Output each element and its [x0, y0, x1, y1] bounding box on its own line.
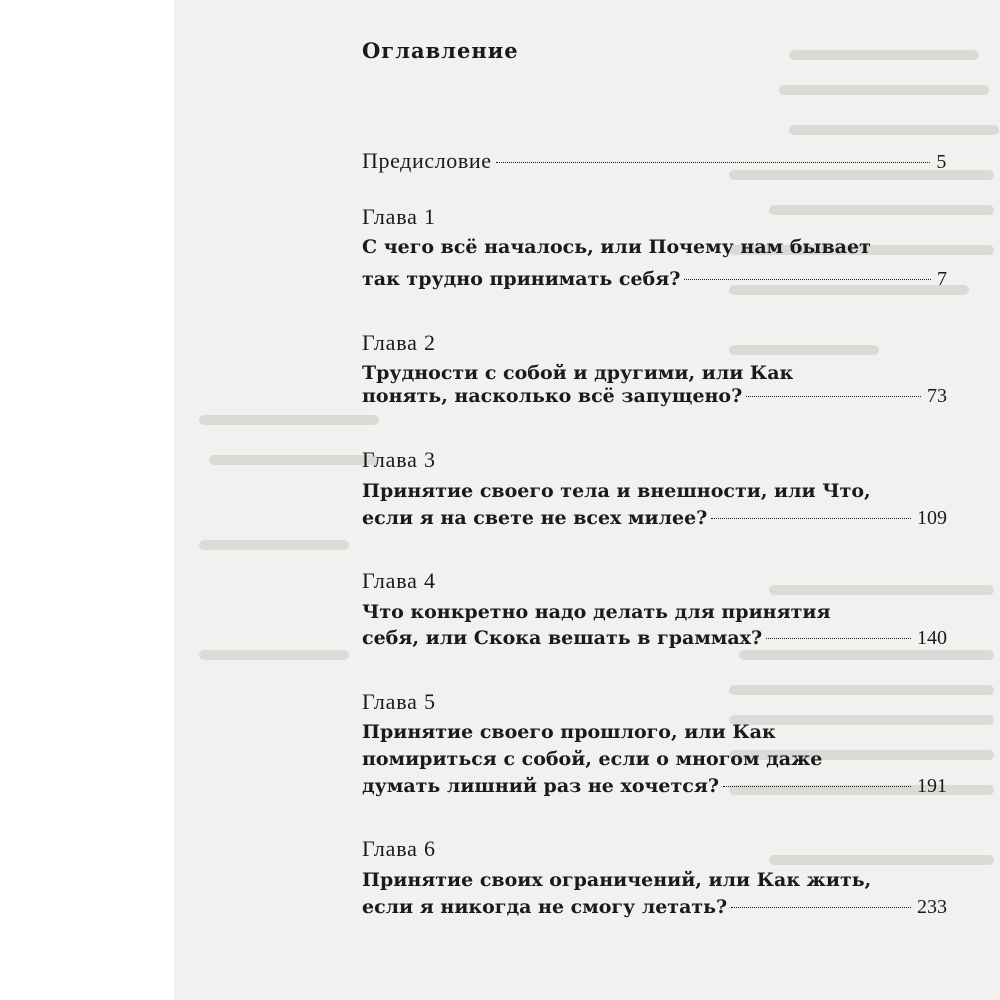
- chapter-6-title-line-2: [362, 896, 947, 919]
- dot-leader: [496, 162, 931, 163]
- chapter-2-title-end: понять, насколько всё запущено?: [362, 385, 743, 407]
- chapter-2-label: Глава 2: [362, 330, 436, 355]
- chapter-4-label: Глава 4: [362, 568, 436, 593]
- chapter-2-page-number: 73: [927, 385, 947, 407]
- dot-leader: [723, 786, 911, 787]
- chapter-2-title-line-2: [362, 385, 947, 408]
- toc-entry-preface: [362, 148, 947, 174]
- chapter-6-page-number: 233: [917, 896, 947, 918]
- chapter-4-title-line-2: [362, 627, 947, 650]
- chapter-3-label: Глава 3: [362, 447, 436, 472]
- chapter-6-label: Глава 6: [362, 836, 436, 861]
- chapter-4-title-end: себя, или Скока вешать в граммах?: [362, 627, 763, 649]
- chapter-3-title-line-1: Принятие своего тела и внешности, или Что,: [362, 480, 871, 502]
- chapter-3-page-number: 109: [917, 507, 947, 529]
- chapter-5-title-line-1: Принятие своего прошлого, или Как: [362, 721, 776, 743]
- chapter-4-title-line-1: Что конкретно надо делать для принятия: [362, 601, 831, 623]
- chapter-1-page-number: 7: [937, 268, 947, 290]
- preface-label: Предисловие: [362, 148, 492, 173]
- preface-page-number: 5: [936, 151, 947, 173]
- chapter-4-page-number: 140: [917, 627, 947, 649]
- book-page: [174, 0, 1000, 1000]
- chapter-5-title-end: думать лишний раз не хочется?: [362, 775, 719, 797]
- dot-leader: [731, 907, 911, 908]
- chapter-1-label: Глава 1: [362, 204, 436, 229]
- chapter-6-title-end: если я никогда не смогу летать?: [362, 896, 728, 918]
- chapter-5-title-line-3: [362, 775, 947, 798]
- chapter-3-title-end: если я на свете не всех милее?: [362, 507, 708, 529]
- chapter-1-title-line-2: [362, 268, 947, 291]
- chapter-5-label: Глава 5: [362, 689, 436, 714]
- dot-leader: [746, 396, 921, 397]
- dot-leader: [684, 279, 931, 280]
- chapter-5-title-line-2: помириться с собой, если о многом даже: [362, 748, 823, 770]
- dot-leader: [711, 518, 911, 519]
- chapter-5-page-number: 191: [917, 775, 947, 797]
- chapter-3-title-line-2: [362, 507, 947, 530]
- chapter-1-title-end: так трудно принимать себя?: [362, 268, 681, 290]
- chapter-6-title-line-1: Принятие своих ограничений, или Как жить,: [362, 869, 872, 891]
- toc-heading: Оглавление: [362, 38, 519, 63]
- chapter-2-title-line-1: Трудности с собой и другими, или Как: [362, 362, 794, 384]
- chapter-1-title-line-1: С чего всё началось, или Почему нам бывает: [362, 236, 871, 258]
- dot-leader: [766, 638, 911, 639]
